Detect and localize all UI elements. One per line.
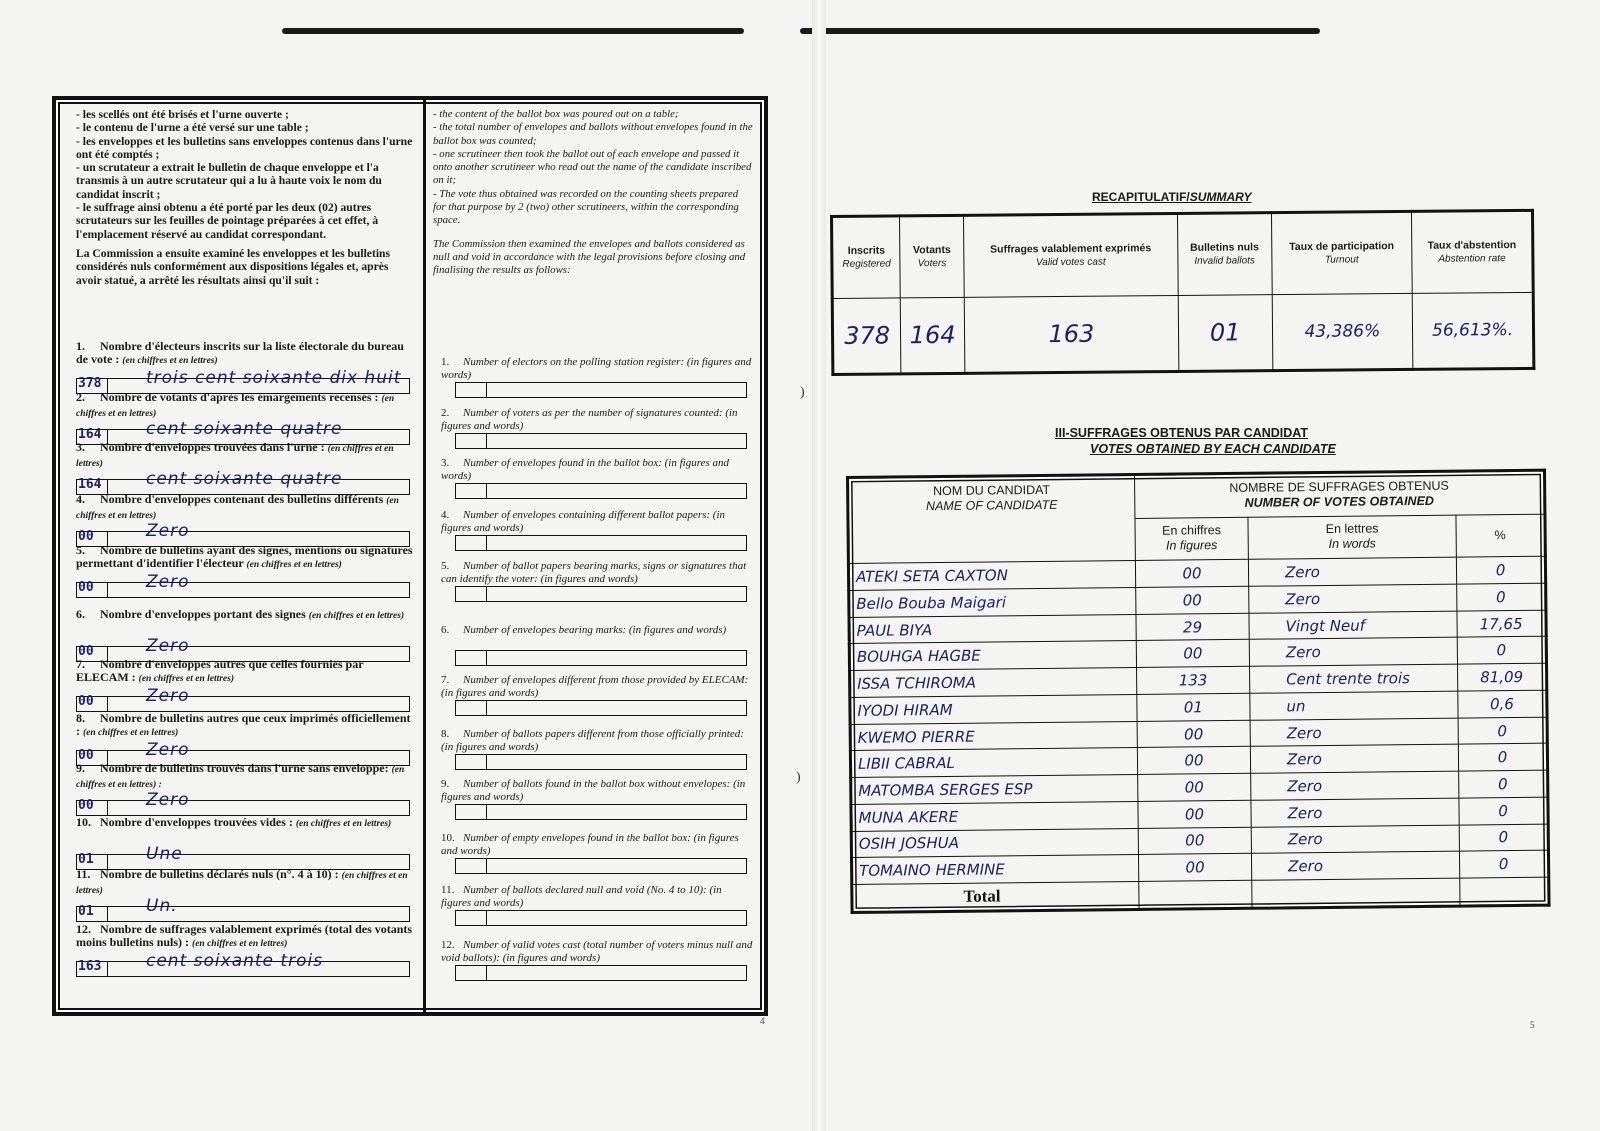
item-text: Number of empty envelopes found in the ballot box: (in figures and words) <box>441 832 739 857</box>
summary-header-en: Turnout <box>1324 254 1359 266</box>
item-text: Nombre d'enveloppes contenant des bulletins différents <box>100 492 384 506</box>
item-subtext: (en chiffres et en lettres) <box>246 560 342 570</box>
item-number: 10. <box>76 815 91 829</box>
item-text: Nombre d'enveloppes portant des signes <box>100 607 306 621</box>
candidate-figure: 00 <box>1135 560 1248 588</box>
summary-value: 43,386% <box>1272 293 1413 370</box>
item-text: Number of ballots papers different from those officially printed: (in figures and words) <box>441 728 744 753</box>
column-divider <box>423 100 426 1012</box>
summary-header-cell <box>1177 213 1271 296</box>
item-text: Number of envelopes found in the ballot box: (in figures and words) <box>441 457 729 482</box>
candidate-figure: 00 <box>1138 854 1251 882</box>
handwritten-figure: 01 <box>78 852 94 867</box>
item-text: Number of ballots declared null and void (No. 4 to 10): (in figures and words) <box>441 884 722 909</box>
intro-paragraph: - one scrutineer then took the ballot out of each envelope and passed it onto another scrutineer who read out the name of the candidate inscribed on it; <box>433 147 752 187</box>
answer-line <box>455 910 747 926</box>
answer-line <box>455 433 747 449</box>
item-text: Nombre de bulletins ayant des signes, mentions ou signatures permettant d'identifier l'électeur <box>76 543 413 570</box>
form-item <box>76 493 416 523</box>
answer-line <box>455 483 747 499</box>
summary-header-cell <box>832 216 901 299</box>
item-text: Number of electors on the polling station register: (in figures and words) <box>441 356 752 381</box>
candidate-rows <box>848 556 1548 884</box>
candidate-words: Zero <box>1249 638 1457 667</box>
intro-paragraph: - le contenu de l'urne a été versé sur une table ; <box>76 121 309 135</box>
item-number: 10. <box>441 832 455 844</box>
candidate-words: Zero <box>1251 825 1459 854</box>
intro-paragraph: - les scellés ont été brisés et l'urne ouverte ; <box>76 108 289 121</box>
item-text: Nombre d'enveloppes trouvées dans l'urne : <box>100 440 325 454</box>
candidate-figure: 00 <box>1137 720 1250 748</box>
candidate-name: KWEMO PIERRE <box>850 721 1137 751</box>
item-number: 4. <box>76 492 85 506</box>
intro-paragraph: - The vote thus obtained was recorded on the counting sheets prepared for that purpose by 2 (two) other scrutineers, within the corresponding space. <box>433 187 739 227</box>
item-subtext: (en chiffres et en lettres) <box>76 444 394 469</box>
candidate-percent: 17,65 <box>1457 610 1546 638</box>
figures-header-en: In figures <box>1165 538 1218 554</box>
figure-box <box>456 701 487 715</box>
item-number: 5. <box>441 560 450 572</box>
candidate-name: ISSA TCHIROMA <box>850 668 1137 698</box>
item-number: 6. <box>441 624 450 636</box>
item-number: 1. <box>441 356 450 368</box>
handwritten-figure: 01 <box>78 904 94 919</box>
candidate-percent: 0 <box>1458 717 1547 745</box>
figure-box <box>456 966 487 980</box>
handwritten-words: Zero <box>146 686 190 706</box>
item-number: 7. <box>441 674 450 686</box>
results-form-frame <box>52 96 768 1016</box>
form-item <box>433 674 753 700</box>
handwritten-words: cent soixante quatre <box>146 419 343 439</box>
candidate-figure: 00 <box>1138 827 1251 855</box>
figure-box <box>456 859 487 873</box>
candidate-figure: 00 <box>1138 800 1251 828</box>
summary-header-fr: Taux de participation <box>1289 240 1395 253</box>
handwritten-words: Zero <box>146 521 190 541</box>
summary-value: 56,613%. <box>1412 292 1534 369</box>
figures-header <box>1135 517 1249 561</box>
item-subtext: (en chiffres et en lettres) <box>308 611 405 621</box>
item-text: Nombre de bulletins déclarés nuls (n°. 4 à 10) : <box>100 867 339 881</box>
summary-title <box>1092 190 1252 204</box>
answer-line <box>455 700 747 716</box>
page-number-left: 4 <box>760 1016 765 1026</box>
candidate-percent: 0 <box>1457 637 1546 665</box>
figure-box <box>456 805 487 819</box>
summary-table <box>830 209 1535 376</box>
summary-value: 163 <box>964 295 1179 373</box>
summary-header-fr: Inscrits <box>847 244 886 257</box>
item-number: 5. <box>76 543 85 557</box>
summary-value: 01 <box>1178 295 1272 372</box>
handwritten-words: Une <box>146 844 183 864</box>
item-subtext: (en chiffres et en lettres) <box>295 819 392 829</box>
intro-paragraph: The Commission then examined the envelopes and ballots considered as null and void in accordance with the legal provisions before closing and finalising the results as follows: <box>433 237 746 277</box>
item-subtext: (en chiffres et en lettres) <box>76 871 408 896</box>
answer-line <box>455 650 747 666</box>
candidate-figure: 00 <box>1136 640 1249 668</box>
handwritten-figure: 164 <box>78 427 102 442</box>
candidate-percent: 0 <box>1457 583 1546 611</box>
item-text: Nombre de suffrages valablement exprimés (total des votants moins bulletins nuls) : <box>76 922 413 949</box>
form-item <box>76 544 416 572</box>
item-number: 7. <box>76 657 85 671</box>
item-text: Number of envelopes different from those provided by ELECAM: (in figures and words) <box>441 674 749 699</box>
item-text: Number of valid votes cast (total number of voters minus null and void ballots): (in figures and words) <box>441 939 753 964</box>
item-subtext: (en chiffres et en lettres) <box>76 496 399 521</box>
candidate-words: Zero <box>1251 851 1459 880</box>
item-number: 3. <box>441 457 450 469</box>
form-item <box>433 560 753 586</box>
item-text: Nombre d'électeurs inscrits sur la liste électorale du bureau de vote : <box>76 339 404 366</box>
form-item <box>76 391 416 421</box>
candidate-header-row-1 <box>848 470 1545 521</box>
candidate-figure: 00 <box>1138 773 1251 801</box>
item-number: 9. <box>441 778 450 790</box>
candidate-name: Bello Bouba Maigari <box>849 587 1136 617</box>
answer-line <box>76 906 410 922</box>
figure-box <box>456 383 487 397</box>
words-header <box>1248 515 1457 560</box>
candidate-name: LIBII CABRAL <box>850 748 1137 778</box>
votes-header-fr: NOMBRE DE SUFFRAGES OBTENUS <box>1229 478 1449 495</box>
intro-paragraph: - un scrutateur a extrait le bulletin de chaque enveloppe et l'a transmis à un autre scrutateur qui a lu à haute voix le nom du candidat inscrit ; <box>76 161 382 201</box>
form-item <box>76 608 416 623</box>
form-item <box>76 712 416 740</box>
answer-line <box>455 535 747 551</box>
candidate-name-header-fr: NOM DU CANDIDAT <box>932 482 1051 499</box>
item-number: 12. <box>76 922 91 936</box>
figure-box <box>456 587 487 601</box>
candidate-name: MUNA AKERE <box>851 801 1138 831</box>
answer-line <box>455 965 747 981</box>
summary-value: 378 <box>832 298 901 375</box>
candidate-figure: 133 <box>1136 666 1249 694</box>
item-subtext: (en chiffres et en lettres) <box>83 728 179 738</box>
top-edge-bar-right <box>800 28 1320 34</box>
percent-header: % <box>1456 514 1545 558</box>
form-item <box>76 658 416 686</box>
item-text: Nombre d'enveloppes trouvées vides : <box>100 815 293 829</box>
candidate-name: OSIH JOSHUA <box>851 828 1138 858</box>
summary-value-row <box>832 292 1534 374</box>
handwritten-figure: 00 <box>78 529 94 544</box>
intro-paragraph: - the total number of envelopes and ballots without envelopes found in the ballot box was counted; <box>433 121 753 147</box>
intro-paragraph: La Commission a ensuite examiné les enveloppes et les bulletins considérés nuls conformément aux dispositions légales et, après avoir statué, a arrêté les résultats ainsi qu'il suit : <box>76 246 390 287</box>
item-number: 9. <box>76 761 85 775</box>
margin-mark: ) <box>800 385 805 400</box>
candidate-percent: 0 <box>1459 770 1548 798</box>
total-figure <box>1139 880 1252 909</box>
candidate-name-header-en: NAME OF CANDIDATE <box>925 497 1058 514</box>
candidate-words: Zero <box>1251 798 1459 827</box>
summary-header-fr: Taux d'abstention <box>1427 239 1517 252</box>
item-subtext: (en chiffres et en lettres) <box>192 939 288 949</box>
votes-header-en: NUMBER OF VOTES OBTAINED <box>1244 493 1434 510</box>
candidate-percent: 0 <box>1459 824 1548 852</box>
answer-line <box>76 582 410 598</box>
figure-box <box>456 484 487 498</box>
candidate-figure: 29 <box>1136 613 1249 641</box>
candidate-figure: 00 <box>1136 586 1249 614</box>
handwritten-words: Zero <box>146 636 190 656</box>
handwritten-figure: 164 <box>78 477 102 492</box>
summary-header-en: Registered <box>842 258 891 270</box>
handwritten-words: cent soixante trois <box>146 951 324 971</box>
handwritten-words: cent soixante quatre <box>146 469 343 489</box>
candidate-words: Zero <box>1248 557 1456 586</box>
handwritten-words: Zero <box>146 740 190 760</box>
item-text: Number of ballot papers bearing marks, signs or signatures that can identify the voter: (in figures and words) <box>441 560 747 585</box>
candidate-percent: 0 <box>1460 850 1549 878</box>
candidate-words: Zero <box>1250 718 1458 747</box>
candidate-words: Cent trente trois <box>1250 664 1458 693</box>
summary-header-en: Abstention rate <box>1438 253 1506 265</box>
figure-box <box>456 651 487 665</box>
page-fold <box>812 0 826 1131</box>
item-subtext: (en chiffres et en lettres) <box>122 356 218 366</box>
form-item <box>433 728 753 754</box>
form-item <box>76 868 416 898</box>
candidate-figure: 00 <box>1137 747 1250 775</box>
answer-line <box>455 858 747 874</box>
form-item <box>433 884 753 910</box>
form-item <box>76 441 416 471</box>
item-number: 6. <box>76 607 85 621</box>
item-number: 11. <box>76 867 91 881</box>
summary-header-cell <box>1271 211 1412 294</box>
answer-line <box>455 754 747 770</box>
summary-header-fr: Suffrages valablement exprimés <box>990 242 1152 256</box>
figure-box <box>456 536 487 550</box>
candidate-name: BOUHGA HAGBE <box>849 641 1136 671</box>
candidate-words: Zero <box>1251 771 1459 800</box>
form-item <box>433 832 753 858</box>
handwritten-words: Zero <box>146 790 190 810</box>
item-text: Number of envelopes containing different ballot papers: (in figures and words) <box>441 509 726 534</box>
item-number: 4. <box>441 509 450 521</box>
section3-title-fr: III-SUFFRAGES OBTENUS PAR CANDIDAT <box>1055 426 1309 440</box>
candidate-name: MATOMBA SERGES ESP <box>851 775 1138 805</box>
form-item <box>76 340 416 368</box>
summary-header-cell <box>1412 210 1534 293</box>
words-header-fr: En lettres <box>1325 521 1379 537</box>
candidate-name: ATEKI SETA CAXTON <box>848 561 1135 591</box>
item-text: Nombre de bulletins autres que ceux imprimés officiellement : <box>76 711 411 738</box>
candidate-name-header <box>848 474 1136 563</box>
summary-value: 164 <box>900 297 964 374</box>
answer-line <box>455 586 747 602</box>
item-number: 8. <box>441 728 450 740</box>
figure-box <box>456 755 487 769</box>
item-subtext: (en chiffres et en lettres) <box>76 394 395 419</box>
intro-paragraph: - les enveloppes et les bulletins sans enveloppes contenus dans l'urne ont été comptés ; <box>76 134 413 161</box>
form-item <box>76 923 416 951</box>
english-column <box>433 108 753 1004</box>
answer-line <box>455 382 747 398</box>
handwritten-figure: 00 <box>78 748 94 763</box>
item-text: Nombre d'enveloppes autres que celles fournies par ELECAM : <box>76 657 364 684</box>
summary-header-en: Invalid ballots <box>1194 255 1255 267</box>
candidate-percent: 0 <box>1458 744 1547 772</box>
form-item <box>433 509 753 535</box>
form-item <box>433 407 753 433</box>
item-number: 2. <box>76 390 85 404</box>
item-number: 1. <box>76 339 85 353</box>
total-label: Total <box>852 882 1139 913</box>
handwritten-figure: 00 <box>78 580 94 595</box>
summary-title-fr: RECAPITULATIF/ <box>1092 190 1190 204</box>
form-item <box>76 816 416 831</box>
summary-header-en: Valid votes cast <box>1035 256 1106 269</box>
item-text: Number of ballots found in the ballot box without envelopes: (in figures and words) <box>441 778 746 803</box>
form-item <box>433 457 753 483</box>
handwritten-figure: 378 <box>78 376 102 391</box>
candidate-votes-table <box>846 469 1551 914</box>
handwritten-figure: 163 <box>78 959 102 974</box>
item-subtext: (en chiffres et en lettres) : <box>76 765 405 790</box>
candidate-percent: 0 <box>1459 797 1548 825</box>
summary-title-en: SUMMARY <box>1189 190 1252 204</box>
item-text: Nombre de bulletins trouvés dans l'urne sans enveloppe: <box>100 761 389 775</box>
handwritten-words: Zero <box>146 572 190 592</box>
handwritten-words: trois cent soixante dix huit <box>146 368 402 388</box>
intro-paragraph: - the content of the ballot box was poured out on a table; <box>433 108 679 120</box>
total-words <box>1252 878 1460 908</box>
form-item <box>433 356 753 382</box>
item-number: 3. <box>76 440 85 454</box>
section3-title-en: VOTES OBTAINED BY EACH CANDIDATE <box>1090 442 1336 456</box>
summary-header-row <box>832 210 1534 298</box>
french-intro <box>76 108 416 287</box>
candidate-figure: 01 <box>1137 693 1250 721</box>
item-number: 8. <box>76 711 85 725</box>
handwritten-figure: 00 <box>78 798 94 813</box>
candidate-words: Vingt Neuf <box>1249 611 1457 640</box>
item-text: Nombre de votants d'après les émargements recensés : <box>100 390 379 404</box>
form-item <box>433 624 753 637</box>
item-text: Number of voters as per the number of signatures counted: (in figures and words) <box>441 407 738 432</box>
summary-header-fr: Votants <box>912 243 951 257</box>
candidate-percent: 81,09 <box>1458 663 1547 691</box>
handwritten-figure: 00 <box>78 644 94 659</box>
french-column <box>76 108 416 1004</box>
item-number: 12. <box>441 939 455 951</box>
candidate-words: Zero <box>1249 584 1457 613</box>
intro-paragraph: - le suffrage ainsi obtenu a été porté par les deux (02) autres scrutateurs sur les feuilles de pointage préparées à cet effet, à l'emplacement réservé au candidat correspondant. <box>76 201 379 241</box>
figure-box <box>456 434 487 448</box>
total-percent <box>1460 877 1549 906</box>
votes-header <box>1134 470 1545 518</box>
candidate-words: Zero <box>1250 744 1458 773</box>
summary-header-cell <box>963 213 1178 297</box>
answer-line <box>76 800 410 816</box>
page-number-right: 5 <box>1530 1020 1535 1030</box>
answer-line <box>455 804 747 820</box>
top-edge-bar-left <box>282 28 744 34</box>
handwritten-words: Un. <box>146 896 178 916</box>
candidate-percent: 0 <box>1456 556 1545 584</box>
candidate-words: un <box>1250 691 1458 720</box>
figures-header-fr: En chiffres <box>1162 523 1222 539</box>
item-subtext: (en chiffres et en lettres) <box>138 674 235 684</box>
total-row <box>852 877 1549 912</box>
answer-line <box>76 696 410 712</box>
summary-header-fr: Bulletins nuls <box>1190 241 1259 254</box>
summary-header-cell <box>900 215 964 298</box>
margin-mark: ) <box>796 770 801 785</box>
form-item <box>433 778 753 804</box>
handwritten-figure: 00 <box>78 694 94 709</box>
form-item <box>76 762 416 792</box>
english-intro <box>433 108 753 278</box>
candidate-name: PAUL BIYA <box>849 614 1136 644</box>
candidate-name: TOMAINO HERMINE <box>851 855 1138 885</box>
item-number: 11. <box>441 884 455 896</box>
figure-box <box>456 911 487 925</box>
form-item <box>433 939 753 965</box>
summary-header-en: Voters <box>917 257 947 270</box>
candidate-name: IYODI HIRAM <box>850 694 1137 724</box>
words-header-en: In words <box>1328 536 1376 552</box>
candidate-percent: 0,6 <box>1458 690 1547 718</box>
item-number: 2. <box>441 407 450 419</box>
item-text: Number of envelopes bearing marks: (in figures and words) <box>463 624 727 636</box>
